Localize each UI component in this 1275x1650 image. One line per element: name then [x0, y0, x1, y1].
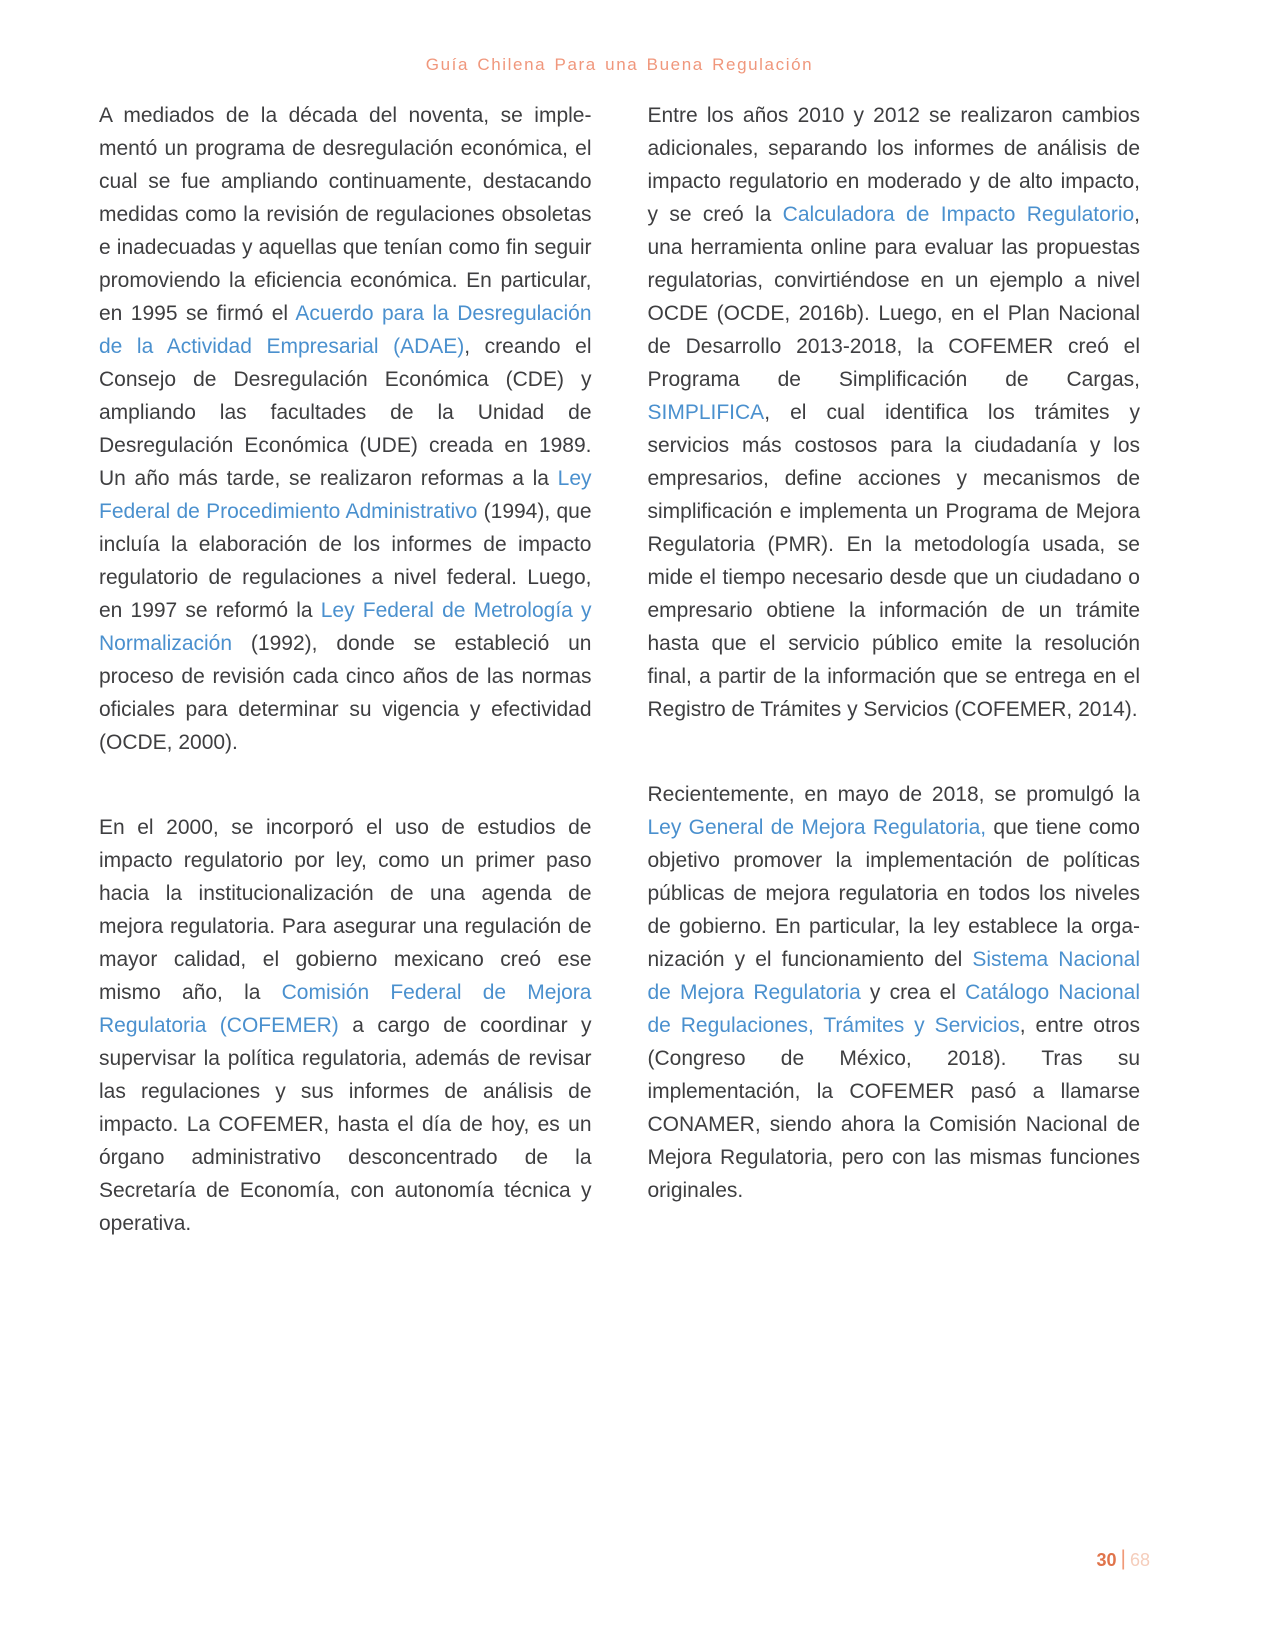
page-number: [1096, 1548, 1150, 1572]
text-run: , una herramienta online para evaluar las propuestas regulatorias, convirtiéndose en un ejemplo a nivel OCDE (OCDE, 2016b). Luego, en el Plan Nacional de Desarrollo 2013-2018, la COFEMER creó el Programa de Simplificación de Cargas,: [647, 203, 1141, 391]
left-column: [99, 99, 592, 1240]
inline-link[interactable]: Ley General de Mejora Regulatoria,: [647, 816, 987, 839]
inline-link[interactable]: Calculadora de Impacto Regulatorio: [782, 203, 1135, 226]
text-run: y crea el: [860, 981, 966, 1004]
paragraph: [648, 99, 1141, 726]
text-run: , el cual identifica los trámites y servicios más costosos para la ciudadanía y los empresarios, define acciones y mecanismos de simplificación e implementa un Programa de Mejora Regulatoria (PMR). En la metodología usada, se mide el tiempo necesario desde que un ciudadano o empresario obtiene la información de un trámite hasta que el servicio público emite la resolución final, a partir de la información que se entrega en el Registro de Trámites y Servicios (COFEMER, 2014).: [647, 401, 1140, 721]
text-run: , creando el Consejo de Desregulación Económica (CDE) y ampliando las facultades de la Unidad de Desregulación Económica (UDE) creada en 1989. Un año más tarde, se realizaron reformas a la: [99, 335, 592, 490]
inline-link[interactable]: Ley Federal de Procedimiento Administrativo: [99, 467, 592, 523]
inline-link[interactable]: SIMPLIFICA: [647, 401, 765, 424]
text-run: A mediados de la década del noventa, se implementó un programa de desregulación económica, el cual se fue ampliando continuamente, destacando medidas como la revisión de regulaciones obsoletas e inadecuadas y aquellas que tenían como fin seguir promoviendo la eficiencia económica. En particular, en 1995 se firmó el: [99, 104, 592, 325]
paragraph: [648, 778, 1141, 1207]
text-run: (1992), donde se estableció un proceso de revisión cada cinco años de las normas oficiales para determinar su vigencia y efectividad (OCDE, 2000).: [99, 632, 592, 754]
text-columns: [99, 99, 1140, 1240]
text-run: a cargo de coordinar y supervisar la política regulatoria, además de revisar las regulaciones y sus informes de análisis de impacto. La COFEMER, hasta el día de hoy, es un órgano administrativo desconcentrado de la Secretaría de Economía, con autonomía técnica y operativa.: [99, 1014, 592, 1235]
text-run: Recientemente, en mayo de 2018, se promulgó la: [647, 783, 1140, 806]
total-pages: 68: [1129, 1549, 1150, 1570]
text-run: que tiene como objetivo promover la implementación de políticas públicas de mejora regulatoria en todos los niveles de gobierno. En particular, la ley establece la organización y el funcionamiento del: [647, 816, 1140, 971]
page-number-separator: |: [1120, 1547, 1126, 1570]
text-run: , entre otros (Congreso de México, 2018). Tras su implementación, la COFEMER pasó a llamarse CONAMER, siendo ahora la Comisión Nacional de Mejora Regulatoria, pero con las mismas funciones originales.: [647, 1014, 1140, 1202]
running-header: Guía Chilena Para una Buena Regulación: [425, 55, 814, 74]
paragraph: [99, 811, 592, 1240]
inline-link[interactable]: Sistema Nacional de Mejora Regulatoria: [647, 948, 1141, 1004]
inline-link[interactable]: Catálogo Nacional de Regulaciones, Trámites y Servicios: [647, 981, 1141, 1037]
text-run: En el 2000, se incorporó el uso de estudios de impacto regulatorio por ley, como un primer paso hacia la institucionalización de una agenda de mejora regulatoria. Para asegurar una regulación de mayor calidad, el gobierno mexicano creó ese mismo año, la: [99, 816, 592, 1004]
current-page-number: 30: [1096, 1549, 1117, 1570]
text-run: Entre los años 2010 y 2012 se realizaron cambios adicionales, separando los informes de análisis de impacto regulatorio en moderado y de alto impacto, y se creó la: [647, 104, 1140, 226]
inline-link[interactable]: Comisión Federal de Mejora Regulatoria (COFEMER): [99, 981, 592, 1037]
text-run: (1994), que incluía la elaboración de los informes de impacto regulatorio de regulaciones a nivel federal. Luego, en 1997 se reformó la: [99, 500, 592, 622]
inline-link[interactable]: Ley Federal de Metrología y Normalización: [99, 599, 592, 655]
inline-link[interactable]: Acuerdo para la Desregulación de la Actividad Empresarial (ADAE): [99, 302, 592, 358]
paragraph: [99, 99, 592, 759]
right-column: [648, 99, 1141, 1240]
